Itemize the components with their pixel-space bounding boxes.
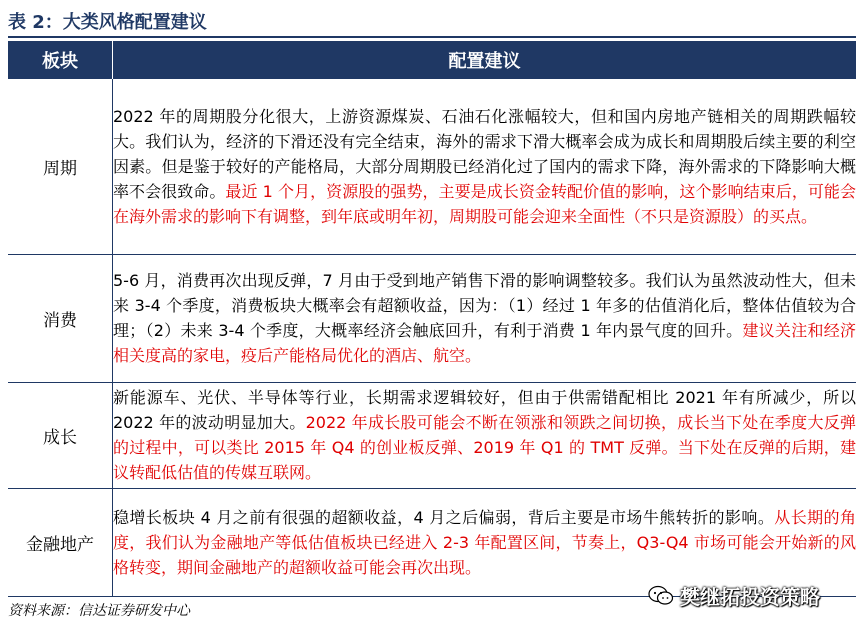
watermark bbox=[648, 581, 820, 610]
sector-cell: 金融地产 bbox=[8, 488, 113, 596]
suggestion-highlight: 从长期的角度，我们认为金融地产等低估值板块已经进入 2-3 年配置区间，节奏上，Q3-Q4 市场可能会开始新的风格转变，期间金融地产的超额收益可能会再次出现。 bbox=[113, 507, 856, 577]
table-header bbox=[8, 41, 856, 79]
sector-cell: 消费 bbox=[8, 254, 113, 382]
suggestion-text: 5-6 月，消费再次出现反弹，7 月由于受到地产销售下滑的影响调整较多。我们认为虽然波动性大，但未来 3-4 个季度，消费板块大概率会有超额收益，因为：（1）经过 1 年多的估值消化后，整体估值较为合理；（2）未来 3-4 个季度，大概率经济会触底回升，有利于消费 1 年内景气度的回升。 bbox=[113, 271, 856, 340]
suggestion-highlight: 最近 1 个月，资源股的强势，主要是成长资金转配价值的影响，这个影响结束后，可能会在海外需求的影响下有调整，到年底或明年初，周期股可能会迎来全面性（不只是资源股）的买点。 bbox=[113, 181, 856, 226]
table-row bbox=[8, 382, 856, 488]
suggestion-highlight: 建议关注和经济相关度高的家电，疫后产能格局优化的酒店、航空。 bbox=[113, 321, 856, 365]
header-suggestion: 配置建议 bbox=[448, 51, 521, 72]
table-row bbox=[8, 79, 856, 254]
suggestion-text: 2022 年的周期股分化很大，上游资源煤炭、石油石化涨幅较大，但和国内房地产链相关的周期跌幅较大。我们认为，经济的下滑还没有完全结束，海外的需求下滑大概率会成为成长和周期股后续主要的利空因素。但是鉴于较好的产能格局，大部分周期股已经消化过了国内的需求下降，海外需求的下降影响大概率不会很致命。 bbox=[113, 106, 856, 201]
suggestion-cell bbox=[113, 382, 857, 488]
table-row bbox=[8, 254, 856, 382]
allocation-table bbox=[8, 79, 856, 597]
suggestion-cell bbox=[113, 79, 857, 254]
suggestion-text: 稳增长板块 4 月之前有很强的超额收益，4 月之后偏弱，背后主要是市场牛熊转折的影响。 bbox=[113, 507, 775, 527]
suggestion-cell bbox=[113, 254, 857, 382]
sector-cell: 周期 bbox=[8, 79, 113, 254]
source-note: 资料来源：信达证券研发中心 bbox=[8, 603, 190, 619]
table-row bbox=[8, 488, 856, 596]
watermark-text: 樊继拓投资策略 bbox=[680, 585, 820, 609]
title-rule bbox=[8, 36, 856, 38]
wechat-icon bbox=[648, 585, 674, 607]
suggestion-text: 新能源车、光伏、半导体等行业，长期需求逻辑较好，但由于供需错配相比 2021 年有所减少，所以 2022 年的波动明显加大。 bbox=[113, 388, 856, 432]
table-title: 表 2：大类风格配置建议 bbox=[8, 12, 207, 33]
sector-cell: 成长 bbox=[8, 382, 113, 488]
header-sector: 板块 bbox=[8, 41, 113, 79]
suggestion-cell bbox=[113, 488, 857, 596]
suggestion-highlight: 2022 年成长股可能会不断在领涨和领跌之间切换，成长当下处在季度大反弹的过程中，可以类比 2015 年 Q4 的创业板反弹、2019 年 Q1 的 TMT 反弹。当下处在反弹的后期，建议转配低估值的传媒互联网。 bbox=[113, 413, 856, 482]
